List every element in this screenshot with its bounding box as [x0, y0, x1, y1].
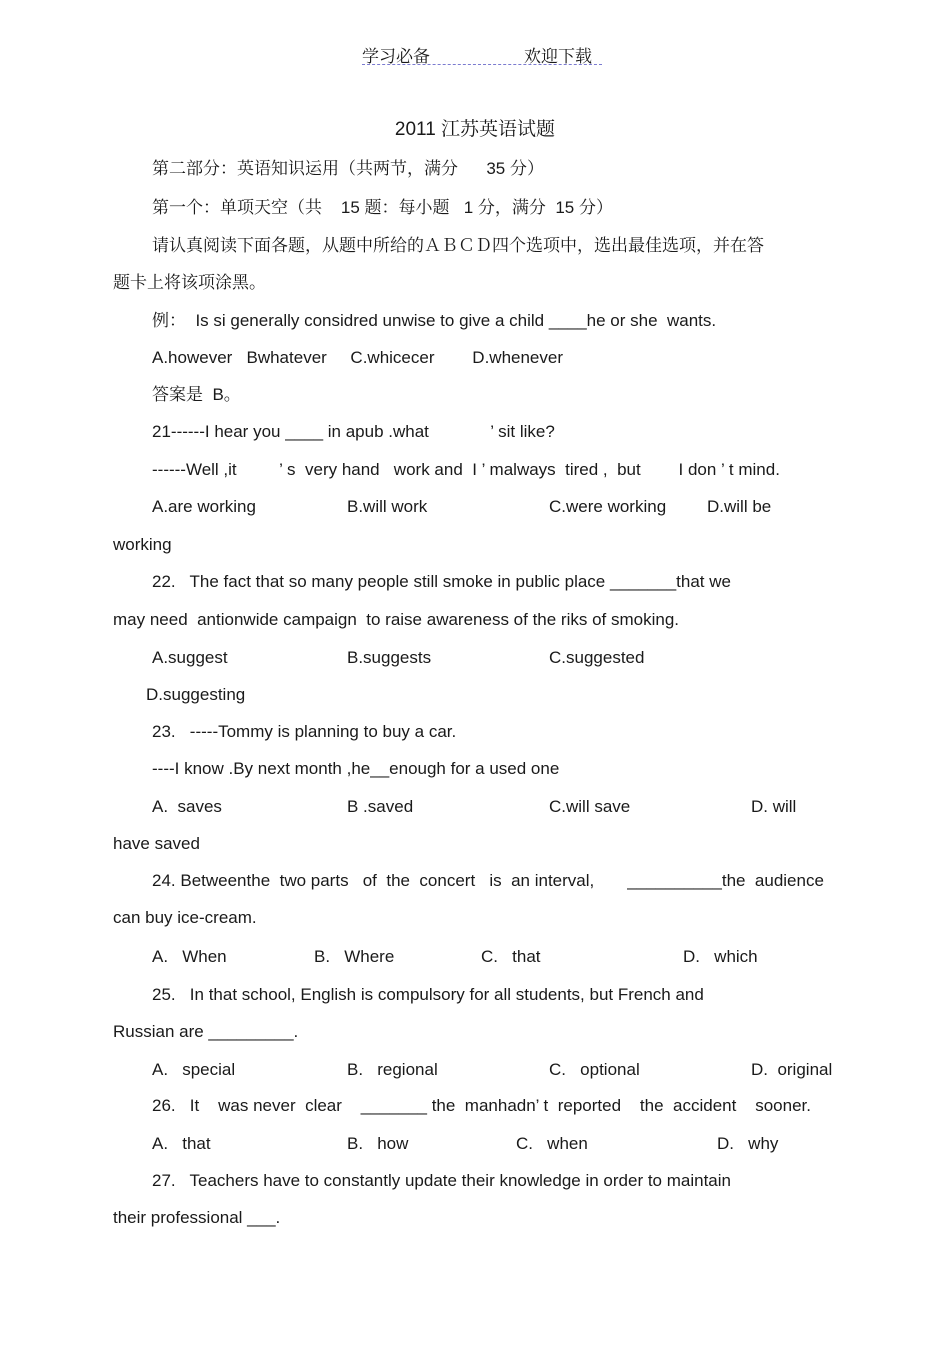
part-heading: 第二部分：英语知识运用（共两节，满分 35 分）	[152, 159, 544, 178]
q26-option-c: C. when	[516, 1134, 588, 1153]
q26-option-d: D. why	[717, 1134, 779, 1153]
q26-line-1: 26. It was never clear _______ the manhadn’ t reported the accident sooner.	[152, 1096, 811, 1115]
q21-option-a: A.are working	[152, 497, 256, 516]
q22-line-2: may need antionwide campaign to raise awareness of the riks of smoking.	[113, 610, 680, 629]
example-answer: 答案是 B。	[152, 385, 241, 404]
example-question: 例： Is si generally considred unwise to give a child ____he or she wants.	[152, 311, 717, 330]
q23-line-2: ----I know .By next month ,he__enough for a used one	[152, 759, 560, 778]
q25-option-d: D. original	[751, 1060, 833, 1079]
q26-option-a: A. that	[152, 1134, 211, 1153]
header-underline	[362, 64, 602, 65]
instructions-line-2: 题卡上将该项涂黑。	[113, 273, 266, 292]
q21-option-c: C.were working	[549, 497, 667, 516]
example-options: A.however Bwhatever C.whicecer D.whenever	[152, 348, 563, 367]
section-heading: 第一个：单项天空（共 15 题：每小题 1 分，满分 15 分）	[152, 198, 613, 217]
q22-option-b: B.suggests	[347, 648, 432, 667]
q21-line-1: 21------I hear you ____ in apub .what ’ sit like?	[152, 422, 555, 441]
q23-option-d: D. will	[751, 797, 797, 816]
instructions-line-1: 请认真阅读下面各题，从题中所给的ＡＢＣＤ四个选项中，选出最佳选项，并在答	[152, 236, 764, 255]
q24-option-d: D. which	[683, 947, 758, 966]
document-title: 2011 江苏英语试题	[394, 119, 556, 140]
header-left-text: 学习必备	[362, 47, 430, 66]
q25-option-c: C. optional	[549, 1060, 640, 1079]
q24-option-b: B. Where	[314, 947, 395, 966]
q25-option-a: A. special	[152, 1060, 236, 1079]
header-right-text: 欢迎下载	[524, 47, 592, 66]
q21-option-b: B.will work	[347, 497, 428, 516]
q24-line-1: 24. Betweenthe two parts of the concert is an interval, __________the audience	[152, 871, 824, 890]
q22-option-a: A.suggest	[152, 648, 228, 667]
q22-option-d: D.suggesting	[146, 685, 246, 704]
q27-line-2: their professional ___.	[113, 1208, 281, 1227]
q24-option-a: A. When	[152, 947, 227, 966]
q22-line-1: 22. The fact that so many people still smoke in public place _______that we	[152, 572, 731, 591]
q23-option-b: B .saved	[347, 797, 414, 816]
q22-option-c: C.suggested	[549, 648, 645, 667]
q25-line-2: Russian are _________.	[113, 1022, 299, 1041]
q23-option-a: A. saves	[152, 797, 222, 816]
q25-option-b: B. regional	[347, 1060, 438, 1079]
q26-option-b: B. how	[347, 1134, 409, 1153]
q21-option-d-wrap: working	[113, 535, 172, 554]
q25-line-1: 25. In that school, English is compulsory for all students, but French and	[152, 985, 704, 1004]
q21-line-2: ------Well ,it ’ s very hand work and I ’ malways tired , but I don ’ t mind.	[152, 460, 780, 479]
q24-option-c: C. that	[481, 947, 541, 966]
q21-option-d: D.will be	[707, 497, 772, 516]
page-header	[362, 40, 602, 66]
q23-option-c: C.will save	[549, 797, 631, 816]
q23-option-d-wrap: have saved	[113, 834, 200, 853]
q23-line-1: 23. -----Tommy is planning to buy a car.	[152, 722, 457, 741]
q27-line-1: 27. Teachers have to constantly update their knowledge in order to maintain	[152, 1171, 731, 1190]
q24-line-2: can buy ice-cream.	[113, 908, 257, 927]
